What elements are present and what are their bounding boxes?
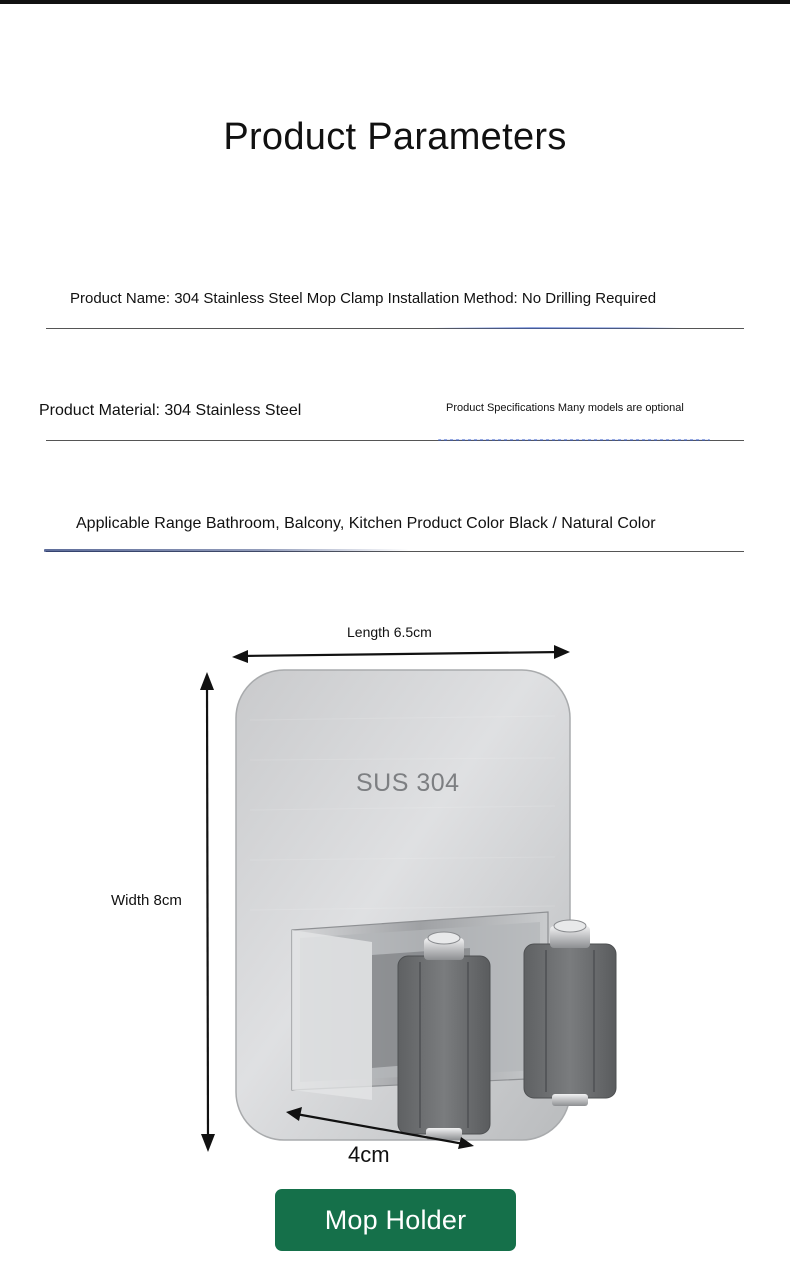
mop-holder-badge: Mop Holder bbox=[275, 1189, 516, 1251]
top-border bbox=[0, 0, 790, 4]
param-specifications: Product Specifications Many models are optional bbox=[446, 402, 684, 414]
length-arrow bbox=[232, 645, 570, 663]
width-label: Width 8cm bbox=[111, 892, 182, 909]
length-label: Length 6.5cm bbox=[347, 624, 432, 640]
divider-2-highlight bbox=[438, 439, 710, 441]
page-title: Product Parameters bbox=[223, 116, 567, 158]
depth-label: 4cm bbox=[348, 1142, 390, 1167]
width-arrow bbox=[200, 672, 215, 1152]
left-rubber-grip bbox=[398, 932, 490, 1140]
divider-1-highlight bbox=[432, 327, 682, 329]
param-material: Product Material: 304 Stainless Steel bbox=[39, 402, 302, 419]
right-rubber-grip bbox=[524, 920, 616, 1106]
divider-3-highlight bbox=[44, 549, 409, 552]
param-range-color: Applicable Range Bathroom, Balcony, Kitchen Product Color Black / Natural Color bbox=[76, 515, 656, 532]
plate-engraving: SUS 304 bbox=[356, 769, 460, 797]
param-product-name: Product Name: 304 Stainless Steel Mop Clamp Installation Method: No Drilling Required bbox=[70, 290, 657, 307]
